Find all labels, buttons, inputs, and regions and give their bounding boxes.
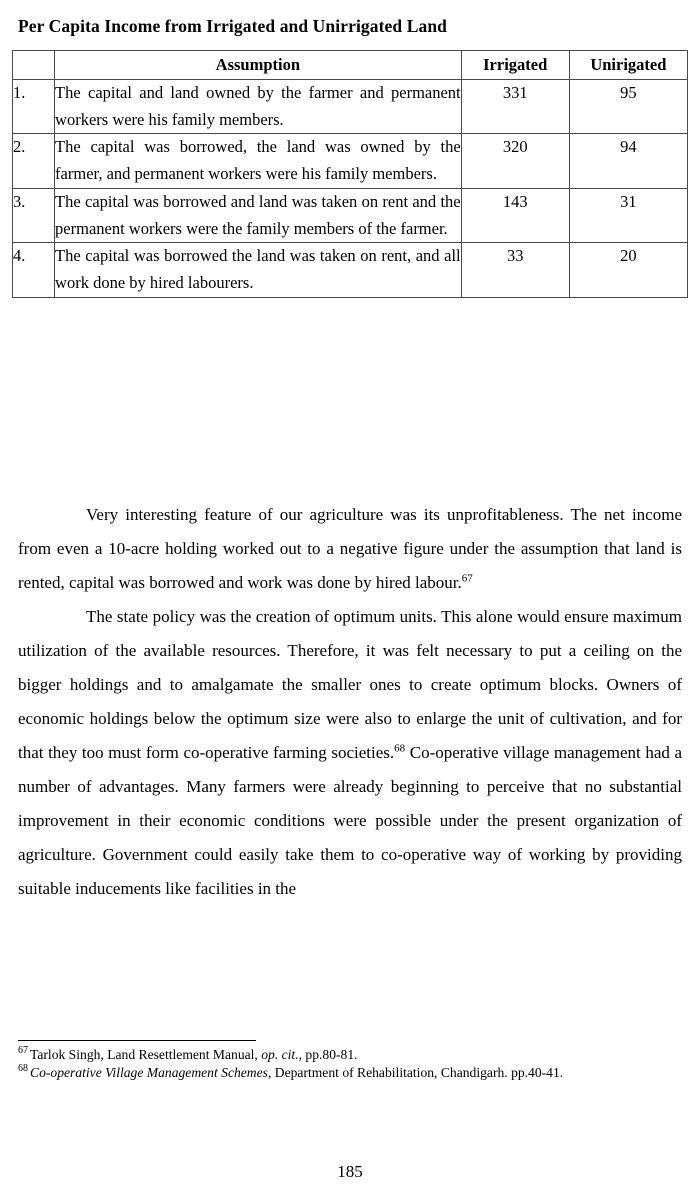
cell-assumption: The capital and land owned by the farmer and permanent workers were his family members. (55, 80, 462, 134)
footnote-number: 68 (18, 1063, 28, 1075)
footnote-text-after: , Department of Rehabilitation, Chandigarh. pp.40-41. (267, 1065, 564, 1080)
footnote-italic-title: op. cit. (261, 1047, 299, 1062)
column-header-serial (13, 51, 55, 80)
footnote-ref-68[interactable]: 68 (394, 742, 406, 755)
table-row (13, 80, 688, 134)
cell-irrigated: 33 (461, 243, 569, 297)
paragraph-2-text-a: The state policy was the creation of optimum units. This alone would ensure maximum utilization of the available resources. Therefore, it was felt necessary to put a ceiling on the bigger holdings and to amalgamate the smaller ones to create optimum blocks. Owners of economic holdings below the optimum size were also to enlarge the unit of cultivation, and for that they too must form co-operative farming societies. (18, 607, 682, 762)
paragraph-2 (18, 600, 682, 906)
column-header-assumption: Assumption (55, 51, 462, 80)
cell-unirrigated: 20 (569, 243, 687, 297)
table-row (13, 243, 688, 297)
footnote-67 (18, 1046, 682, 1064)
cell-unirrigated: 94 (569, 134, 687, 188)
cell-irrigated: 143 (461, 188, 569, 242)
column-header-irrigated: Irrigated (461, 51, 569, 80)
paragraph-1 (18, 498, 682, 600)
footnote-ref-67[interactable]: 67 (461, 572, 473, 585)
cell-unirrigated: 31 (569, 188, 687, 242)
cell-irrigated: 331 (461, 80, 569, 134)
per-capita-income-table (12, 50, 688, 298)
table-row (13, 134, 688, 188)
footnote-separator-rule (18, 1040, 256, 1041)
paragraph-2-text-b: Co-operative village management had a number of advantages. Many farmers were already beginning to perceive that no substantial improvement in their economic conditions were possible under the present organization of agriculture. Government could easily take them to co-operative way of working by providing suitable inducements like facilities in the (18, 743, 682, 898)
cell-assumption: The capital was borrowed, the land was owned by the farmer, and permanent workers were his family members. (55, 134, 462, 188)
footnote-68 (18, 1064, 682, 1082)
cell-serial: 2. (13, 134, 55, 188)
cell-unirrigated: 95 (569, 80, 687, 134)
paragraph-1-text: Very interesting feature of our agriculture was its unprofitableness. The net income from even a 10-acre holding worked out to a negative figure under the assumption that land is rented, capital was borrowed and work was done by hired labour. (18, 505, 682, 592)
cell-serial: 4. (13, 243, 55, 297)
body-text-block (18, 498, 682, 906)
cell-assumption: The capital was borrowed the land was taken on rent, and all work done by hired labourers. (55, 243, 462, 297)
footnote-italic-title: Co-operative Village Management Schemes (30, 1065, 268, 1080)
cell-serial: 3. (13, 188, 55, 242)
page-title: Per Capita Income from Irrigated and Unirrigated Land (18, 16, 447, 36)
footnote-number: 67 (18, 1045, 28, 1057)
table-header-row (13, 51, 688, 80)
cell-assumption: The capital was borrowed and land was taken on rent and the permanent workers were the family members of the farmer. (55, 188, 462, 242)
column-header-unirrigated: Unirigated (569, 51, 687, 80)
footnotes-block (18, 1040, 682, 1082)
table-row (13, 188, 688, 242)
income-table-wrapper (12, 50, 688, 298)
footnote-text-before: Tarlok Singh, Land Resettlement Manual, (30, 1047, 262, 1062)
footnote-text-after: , pp.80-81. (298, 1047, 358, 1062)
cell-serial: 1. (13, 80, 55, 134)
cell-irrigated: 320 (461, 134, 569, 188)
page-number: 185 (337, 1162, 363, 1181)
